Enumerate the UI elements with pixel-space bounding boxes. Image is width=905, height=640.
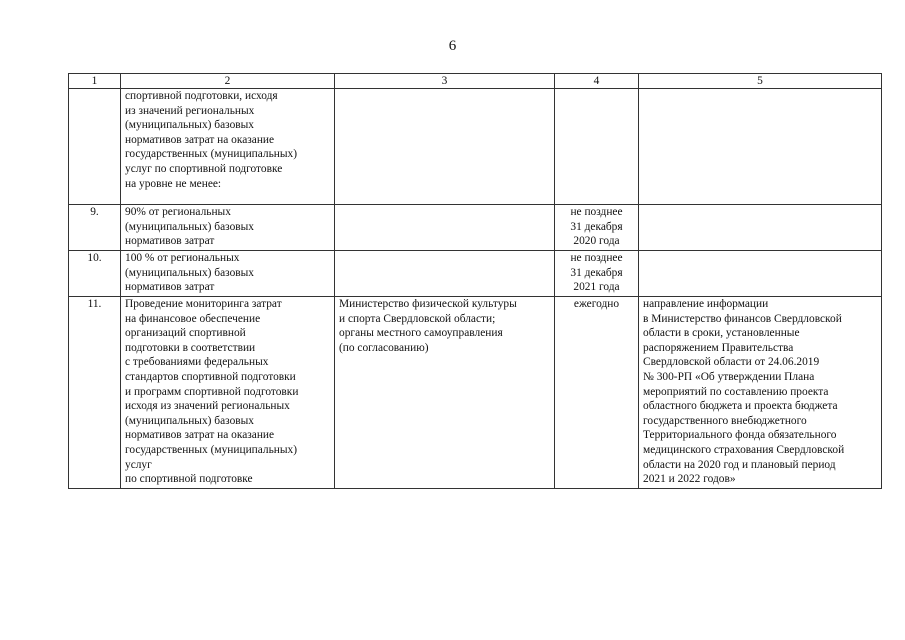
row-description: спортивной подготовки, исходя из значений региональных (муниципальных) базовых нормативов затрат на оказание государственных (муниципальных) услуг по спортивной подготовке на уровне не менее: [121,89,335,205]
row-term [555,89,639,205]
row-executors [335,251,555,297]
row-executors [335,205,555,251]
header-col-1: 1 [69,74,121,89]
header-row [69,74,882,89]
row-executors [335,89,555,205]
row-description: Проведение мониторинга затрат на финансовое обеспечение организаций спортивной подготовки в соответствии с требованиями федеральных стандартов спортивной подготовки и программ спортивной подготовки исходя из значений региональных (муниципальных) базовых нормативов затрат на оказание государственных (муниципальных) услуг по спортивной подготовке [121,297,335,489]
row-executors: Министерство физической культуры и спорта Свердловской области; органы местного самоуправления (по согласованию) [335,297,555,489]
page-number: 6 [448,38,457,54]
row-result [639,89,882,205]
header-col-4: 4 [555,74,639,89]
table-row [69,205,882,251]
header-col-2: 2 [121,74,335,89]
header-col-3: 3 [335,74,555,89]
row-number: 9. [69,205,121,251]
header-col-5: 5 [639,74,882,89]
row-term: ежегодно [555,297,639,489]
table-row [69,297,882,489]
row-description: 90% от региональных (муниципальных) базовых нормативов затрат [121,205,335,251]
row-number: 11. [69,297,121,489]
table-row [69,89,882,205]
row-description: 100 % от региональных (муниципальных) базовых нормативов затрат [121,251,335,297]
row-term: не позднее 31 декабря 2020 года [555,205,639,251]
row-result [639,205,882,251]
row-term: не позднее 31 декабря 2021 года [555,251,639,297]
table-row [69,251,882,297]
row-number [69,89,121,205]
row-result: направление информации в Министерство финансов Свердловской области в сроки, установленные распоряжением Правительства Свердловской области от 24.06.2019 № 300-РП «Об утверждении Плана мероприятий по составлению проекта областного бюджета и проекта бюджета государственного внебюджетного Территориального фонда обязательного медицинского страхования Свердловской области на 2020 год и плановый период 2021 и 2022 годов» [639,297,882,489]
plan-table [68,73,882,489]
row-number: 10. [69,251,121,297]
row-result [639,251,882,297]
